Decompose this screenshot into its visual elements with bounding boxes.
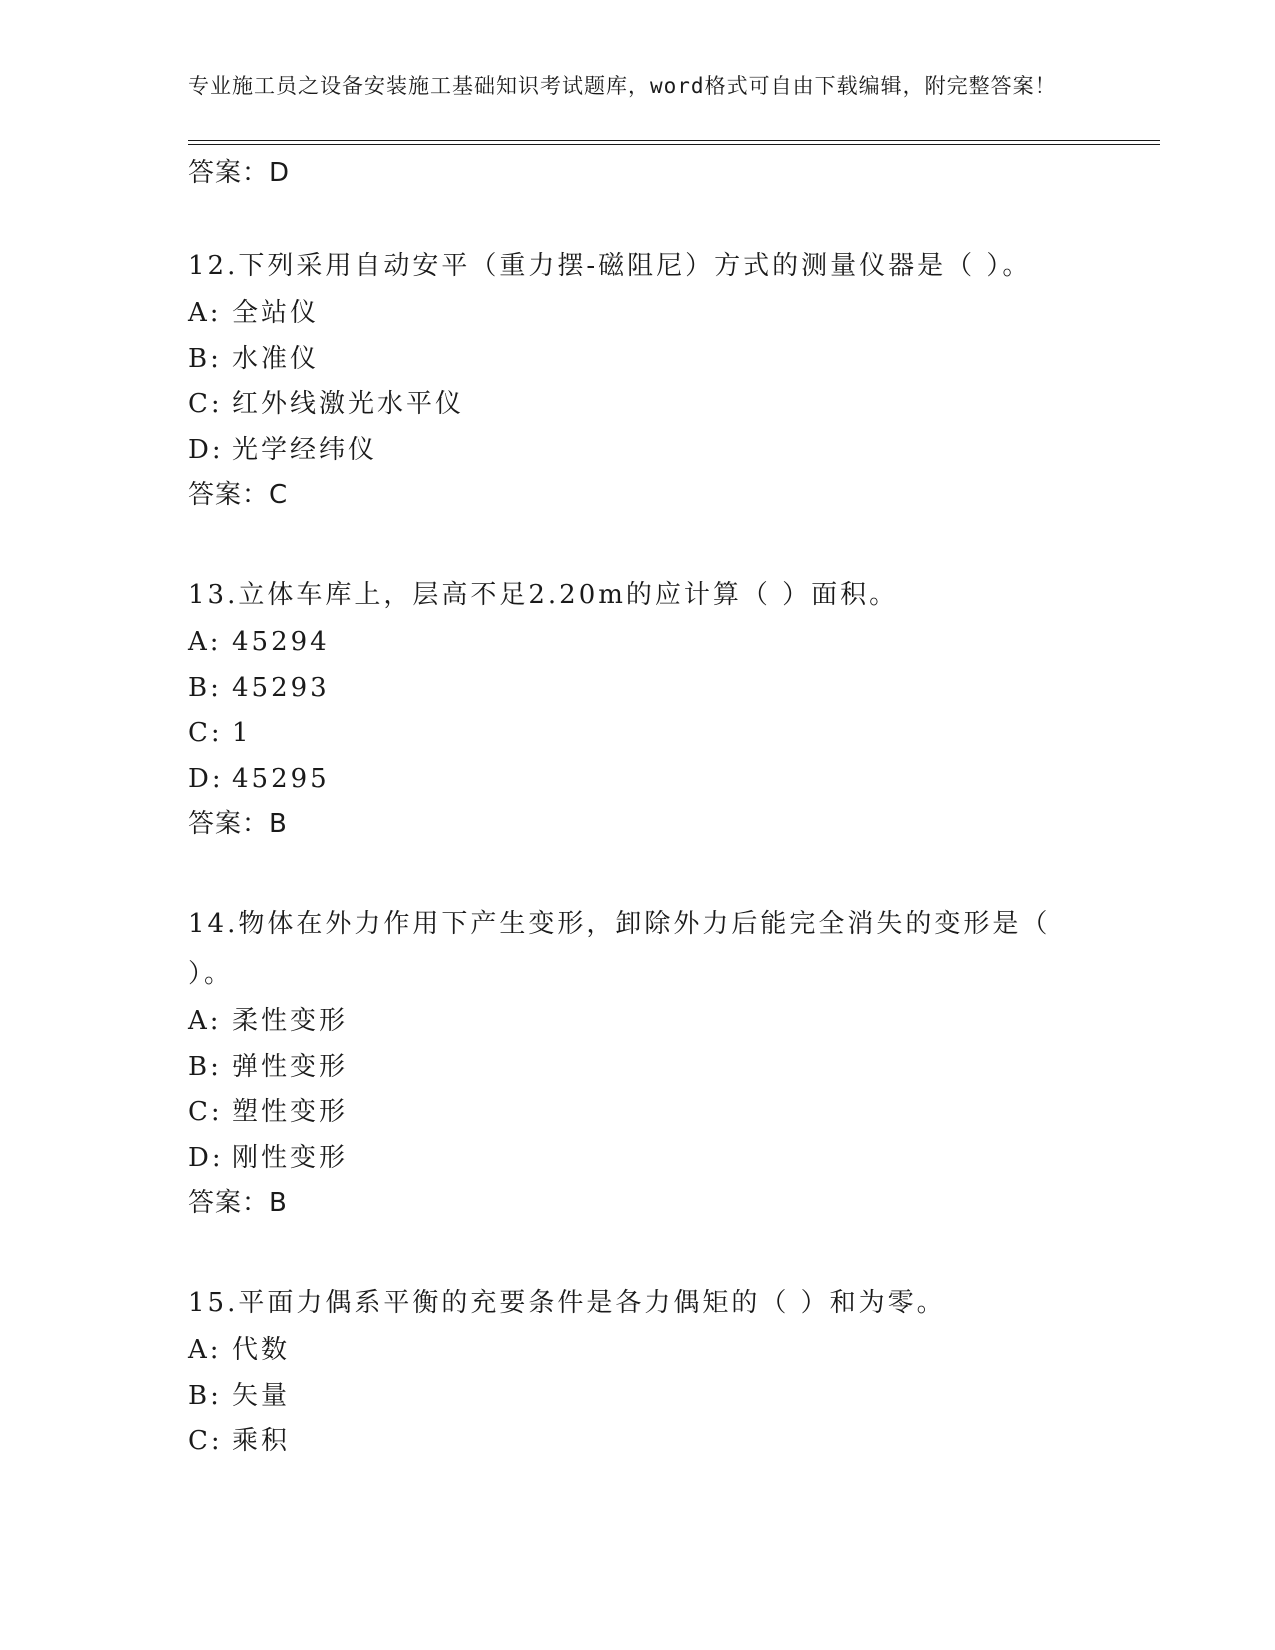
question-stem: 13.立体车库上，层高不足2.20m的应计算（ ）面积。 xyxy=(188,580,899,610)
option-key: B: xyxy=(188,1051,222,1082)
question-answer: 答案：B xyxy=(188,1188,288,1218)
option-text: 光学经纬仪 xyxy=(232,434,378,465)
option-d xyxy=(188,1136,1160,1182)
option-d xyxy=(188,428,1160,474)
option-b xyxy=(188,666,1160,712)
question-answer: 答案：B xyxy=(188,809,288,839)
option-text: 弹性变形 xyxy=(232,1051,349,1082)
header-divider xyxy=(188,140,1160,145)
option-text: 红外线激光水平仪 xyxy=(232,389,465,419)
option-text: 柔性变形 xyxy=(232,1006,349,1036)
previous-answer: 答案：D xyxy=(188,158,291,188)
option-text: 刚性变形 xyxy=(232,1142,349,1173)
option-b xyxy=(188,1374,1160,1420)
option-a xyxy=(188,620,1160,666)
option-a xyxy=(188,291,1160,337)
question-answer: 答案：C xyxy=(188,480,289,510)
option-key: D: xyxy=(188,1142,224,1173)
option-key: D: xyxy=(188,434,224,465)
document-header: 专业施工员之设备安装施工基础知识考试题库，word格式可自由下载编辑，附完整答案！ xyxy=(188,74,1057,98)
option-key: B: xyxy=(188,672,222,703)
option-d xyxy=(188,757,1160,803)
question-stem: 14.物体在外力作用下产生变形，卸除外力后能完全消失的变形是（ ）。 xyxy=(188,909,1051,989)
option-text: 代数 xyxy=(232,1335,291,1365)
option-text: 45295 xyxy=(232,763,330,794)
option-key: A: xyxy=(188,1335,222,1365)
option-key: C: xyxy=(188,718,223,748)
question-13 xyxy=(188,570,1160,847)
option-key: A: xyxy=(188,298,222,328)
option-c xyxy=(188,1419,1160,1465)
option-a xyxy=(188,1328,1160,1374)
option-key: A: xyxy=(188,627,222,657)
option-key: B: xyxy=(188,343,222,374)
question-14 xyxy=(188,899,1160,1226)
option-text: 全站仪 xyxy=(232,298,320,328)
option-key: C: xyxy=(188,389,223,419)
option-text: 1 xyxy=(232,718,252,748)
question-15 xyxy=(188,1278,1160,1465)
option-key: C: xyxy=(188,1426,223,1456)
option-text: 45293 xyxy=(232,672,330,703)
option-key: A: xyxy=(188,1006,222,1036)
option-key: B: xyxy=(188,1380,222,1411)
question-12 xyxy=(188,241,1160,518)
option-b xyxy=(188,337,1160,383)
option-text: 塑性变形 xyxy=(232,1097,349,1127)
option-a xyxy=(188,999,1160,1045)
question-stem: 15.平面力偶系平衡的充要条件是各力偶矩的（ ）和为零。 xyxy=(188,1288,946,1318)
option-key: C: xyxy=(188,1097,223,1127)
option-c xyxy=(188,711,1160,757)
option-text: 45294 xyxy=(232,627,330,657)
option-text: 乘积 xyxy=(232,1426,291,1456)
option-text: 水准仪 xyxy=(232,343,320,374)
option-key: D: xyxy=(188,763,224,794)
document-page xyxy=(188,70,1160,1465)
option-c xyxy=(188,1090,1160,1136)
question-stem: 12.下列采用自动安平（重力摆-磁阻尼）方式的测量仪器是（ ）。 xyxy=(188,251,1032,281)
option-b xyxy=(188,1045,1160,1091)
option-text: 矢量 xyxy=(232,1380,291,1411)
option-c xyxy=(188,382,1160,428)
